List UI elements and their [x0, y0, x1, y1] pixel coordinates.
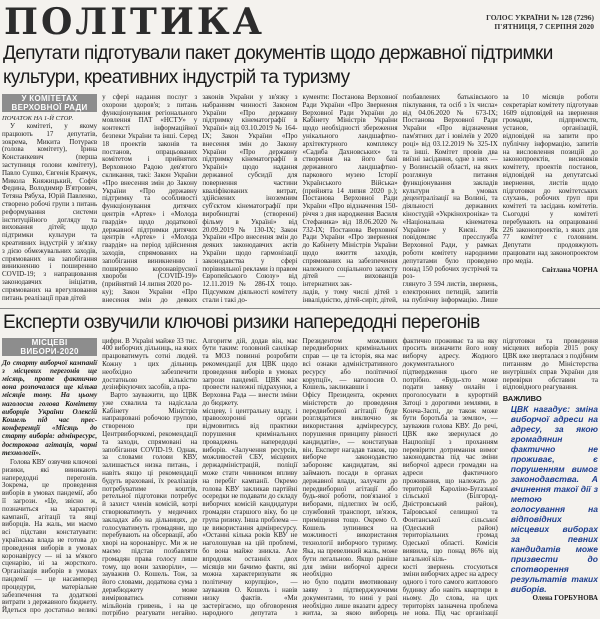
article2-paragraph: Варто зауважити, що ЦВК уже схвалила та надіслала Кабінету Міністрів напрацювані робочою групою, створеною при Центрвиборчкомі, рекомендації та заходи, спрямовані на запобігання COVID-19. Однак, за словами голови КВУ, залишається низка питань, і навіть якщо ці рекомендації будуть враховані, їх реалізація потребуватиме коштів, ретельної підготовки потребує й захист членів комісій, котрі створюватимуть у медичних закладах або на дільницях, де голосуватимуть громадяни, що перебувають на обсервації, або хворі на коронавірус. Ми ж не маємо підстав позбавляти громадян права голосу лише тому, що вони захворіли», — зауважив О. Кошель. Тож, за його словами, додаткова сума з держбюджету може вимірюватись сотнями мільйонів гривень, і на це потрібно реагувати негайно. Алгоритм дій, додав він, має бути таким: головний санлікар та МОЗ повинні розробити рекомендації для ЦВК щодо проведення виборів в умовах загрози пандемії. ЦВК має провести належні підрахунки, а Верховна Рада — внести зміни до бюджету. [102, 336, 298, 618]
article2-paragraph: но було подати вмотивовану заяву з підтверджуючими документами, то нині у разі необхідно лише вказати адресу житла, за якою виборець фактично проживає та на яку просить визначити його нову виборчу адресу. Жодного документального підтвердження цього не потрібно. «Будь-хто може подати заявку онлайн і проголосувати в курортній Затоці з дорогими землями, в Конча-Заспі, де також може бути боротьба за землю», — зауважив голова КВУ. До речі, ЦВК вже звернулася до Нацполіції з проханням перевірити дотримання вимог законодавства під час зміни виборчої адреси громадян на адреси фактичного проживання, що належать до територій Кароліно-Бугазької сільської (Білгород-Дністровський район), Таїровської селищної та Фонтанської сільської (Одеський район) територіальних громад Одеської області. Комісія виявила, що понад 86% від загальної кіль- [302, 336, 498, 618]
article2-paragraph: Офісу Президента, окремих міністерств до проведення передвиборної агітації буде розглядатися виключно як використання адмінресурсу, порушення принципу рівності кандидатів», — констатував він. Експерт нагадав також, що виборче законодавство забороняє кандидатам, які займають посади в органах державної влади, залучати до передвиборної агітації або будь-якої роботи, пов'язаної з виборами, підлеглих їм осіб, службовий транспорт, зв'язок, приміщення тощо. Окремо О. Кошель зупинився на можливості використання технології виборчого туризму. Яка, на превеликий жаль, може бути легальною. Якщо раніше для зміни виборчої адреси необхідно [302, 391, 398, 579]
headline-line: культури, креативних індустрій та туризму [3, 67, 350, 88]
article2-paragraph: Голова КВУ озвучив ключові ризики, які виникають напередодні перегонів. Зокрема, це проведення виборів в умовах пандемії, або її загрози. «Це, звісно ж, позначиться на характері кампанії, агітації та явці виборців. На жаль, ми маємо всі підстави констатувати: українська влада не готова до проведення виборів в умовах коронавірусу — ні за м'якого сценарію, ні за жорсткого. Організація виборів в умовах пандемії — це насамперед процедури, матеріальне забезпечення та додаткові витрати з державного бюджету. Йдеться про достатньо великі цифри. В Україні майже 33 тис. 400 виборчих дільниць, на яких працюватимуть сотні людей. Кожну з цих дільниць необхідно забезпечити достатньою кількістю дезінфікуючих засобів, а пра- [2, 336, 198, 615]
newspaper-issue: ГОЛОС УКРАЇНИ № 128 (7296) [486, 13, 594, 22]
headline-line: Депутати підготували пакет документів щодо державної підтримки [3, 43, 553, 64]
divider [0, 308, 600, 309]
article2-rubric: МІСЦЕВІ ВИБОРИ-2020 [2, 338, 97, 356]
article1-paragraph: у сфері надання послуг з охорони здоров'я; з питань функціонування регіонального мовлення ПАТ «НСТУ» у контексті інформаційної безпеки України та інші. Серед 18 проектів законів та постанов, опрацьованих комітетом і прийнятих Верховною Радою дев'ятого скликання, такі: Закон України «Про внесення змін до Закону України «Про державну підтримку та особливості функціонування дитячих центрів «Артек» і «Молода гвардія» щодо додаткової державної підтримки дитячих центрів «Артек» і «Молода гвардія» на період здійснення заходів, спрямованих на запобігання виникненню і поширенню коронавірусної хвороби (COVID-19)» (прийнятий 14 липня 2020 ро- [102, 93, 198, 289]
article2-paragraph: місцеву, і центральну владу, і правоохоронні органи відмовитись від практики порушення кримінальних проваджень напередодні виборів. «Залучення ресурсів, можливостей СБУ, місцевих держадміністрацій, поліції може стати чинником впливу на перебіг кампанії. Окремо голова КВУ закликав партійні осередки не подавати до складу виборчих комісій кандидатури громадян старшого віку, бо це група ризику. Інша проблема — це використання адмінресурсу. «Останні кілька років КВУ не наголошував на цій проблемі, бо вона майже зникла. Але впродовж останніх двох місяців ми бачимо факти, які можна характеризувати як політичну корупцію», — зауважив О. Кошель і навів низку фактів. «Ми застерігаємо, що обговорення народного депутата з Президентом можливих передвиборних кримінальних справ — це та історія, яка має всі ознаки адміністративного ресурсу або політичної корупції», — наголосив О. Кошель, закликавши і [202, 336, 398, 618]
important-label: ВАЖЛИВО [502, 394, 542, 404]
issue-date: П'ЯТНИЦЯ, 7 СЕРПНЯ 2020 [494, 22, 594, 31]
article1-body [0, 94, 600, 305]
masthead [0, 0, 600, 42]
article1-paragraph: У комітеті, у якому працюють 17 депутатів, зокрема, Микита Потураєв (голова комітету), Ірина Констанкевич (перша заступниця голови комітету), Павло Сушко, Євгенія Кравчук, Микола Княжицький, Софія Федина, Володимир В'ятрович, Тетяна Рябуха, Юрій Павленко, створено робочі групи з питань реформування системи інституційного догляду та виховання дітей; щодо підтримки культури та креативних індустрій у зв'язку з дією обмежувальних заходів, спрямованих на запобігання виникненню і поширенню COVID-19; з напрацювання законодавчих ініціатив, спрямованих на врегулювання питань реалізації прав дітей [2, 122, 98, 302]
article2-lead: До старту виборчої кампанії з місцевих перегонів ще місяць, проте фактично вона розпочалася ще кілька місяців тому. На цьому наголосив голова Комітету виборців України Олексій Кошель під час прес-конференції «Місяць до старту виборів: адмінресурс, дострокова агітація, чорні технології». [2, 358, 98, 457]
important-callout: ЦВК нагадує: зміна виборчої адреси на адресу, за якою громадянин фактично не проживає, є порушенням вимог законодавства. А вчинення такої дії з метою голосування на відповідних місцевих виборах за певних кандидатів може призвести до спотворення результатів таких виборів. [510, 404, 598, 595]
article1-paragraph: ку); Закон України «Про внесення змін до деяких законів України у зв'язку з набранням чинності Законом України «Про державну підтримку кінематографії в Україні» від 03.10.2019 № 164-IX; Закон України «Про внесення змін до Закону України «Про державну підтримку кінематографії в Україні» щодо надання державної субсидії для повернення частини кваліфікованих витрат, здійснених іноземним суб'єктом кінематографії при виробництві (створенні) фільму в Україні» від 20.09.2019 № 130-IX; Закон України «Про внесення змін до деяких законодавчих актів України щодо гармонізації законодавства у сфері порівняльної реклами із правом Європейського Союзу» від 12.11.2019 № 286-IX тощо. Підсумком діяльності комітету стали і такі до- [102, 93, 298, 304]
article2-author: Олена ГОРБУНОВА [532, 594, 598, 603]
article1-rubric: У КОМІТЕТАХ ВЕРХОВНОЇ РАДИ [2, 94, 97, 112]
article1-paragraph: ладів, у тому числі дітей з інвалідністю, дітей-сиріт, дітей, позбавлених батьківського піклування, та осіб з їх числа» від 04.06.2020 № 673-IX; Постанова Верховної Ради України «Про відзначення пам'ятних дат і ювілеїв у 2020 році» від 03.12.2019 № 325-IX та інші. Комітет провів два виїзні засідання, одне з них — у Волинській області, на яких розглянув питання функціонування закладів культури в умовах децентралізації на Волині, та діяльності державних кіностудій «Укркінохроніка» та «Національна кінематека України» у Києві. Як повідомляє пресслужба Верховної Ради, у рамках роботи комітету народними депутатами було проведено понад 150 робочих зустрічей та роз- [302, 93, 498, 304]
article2-paragraph: кості звернень стосуються зміни виборчих адрес на адресу одного і того самого житлового будинку або навіть квартири в ньому. До слова, на цих територіях зазначена проблема не нова. Під час організації підготовки та проведення місцевих виборів 2015 року ЦВК вже зверталася з подібним питанням до Міністерства внутрішніх справ України для перевірки обставин та відповідного реагування. [402, 336, 598, 618]
article1-paragraph: кументи: Постанова Верховної Ради України «Про Звернення Верховної Ради України до Кабінету Міністрів України щодо необхідності збереження унікального ландшафтно-архітектурного комплексу «Садиба Дахновських» та створення на його базі державного ландшафтно-паркового музею Історії Українського Війська» (прийнята 14 липня 2020 р.); Постанова Верховної Ради України «Про відзначення 150-річчя з дня народження Василя Стефаника» від 18.06.2020 № 732-IX; Постанова Верховної Ради України «Про звернення до Кабінету Міністрів України щодо вжиття заходів, спрямованих на забезпечення належного соціального захисту дітей — вихованців інтернатних зак- [302, 93, 398, 289]
article1-author: Світлана ЧОРНА [541, 265, 598, 274]
important-box [503, 394, 598, 603]
article2-headline: Експерти озвучили ключові ризики напередодні перегонів [3, 311, 480, 333]
issue-info [486, 13, 594, 31]
section-title: ПОЛІТИКА [4, 1, 265, 43]
article1-paragraph: глянуто 3 594 листів, звернень, електронних петицій, запитів на публічну інформацію. Лише за 10 місяців роботи секретаріат комітету підготував 1609 відповідей на звернення громадян, підприємств, установ, організацій, відповідей на запити про публічну інформацію, запитів на висловлення позицій до законопроектів, висновків комітету, проектів постанов, відповідей на депутатські звернення, листів щодо підготовки до комітетських слухань, робочих груп при комітеті та засідань комітетів. Сьогодні у комітеті перебувають на опрацюванні 226 законопроектів, з яких для 77 комітет є головним. Депутати продовжують працювати над законопроектом про медіа. [402, 93, 598, 304]
article1-headline [0, 42, 600, 90]
article2-body [0, 338, 600, 619]
continued-note: ПОЧАТОК НА 1-Й СТОР. [2, 115, 74, 122]
